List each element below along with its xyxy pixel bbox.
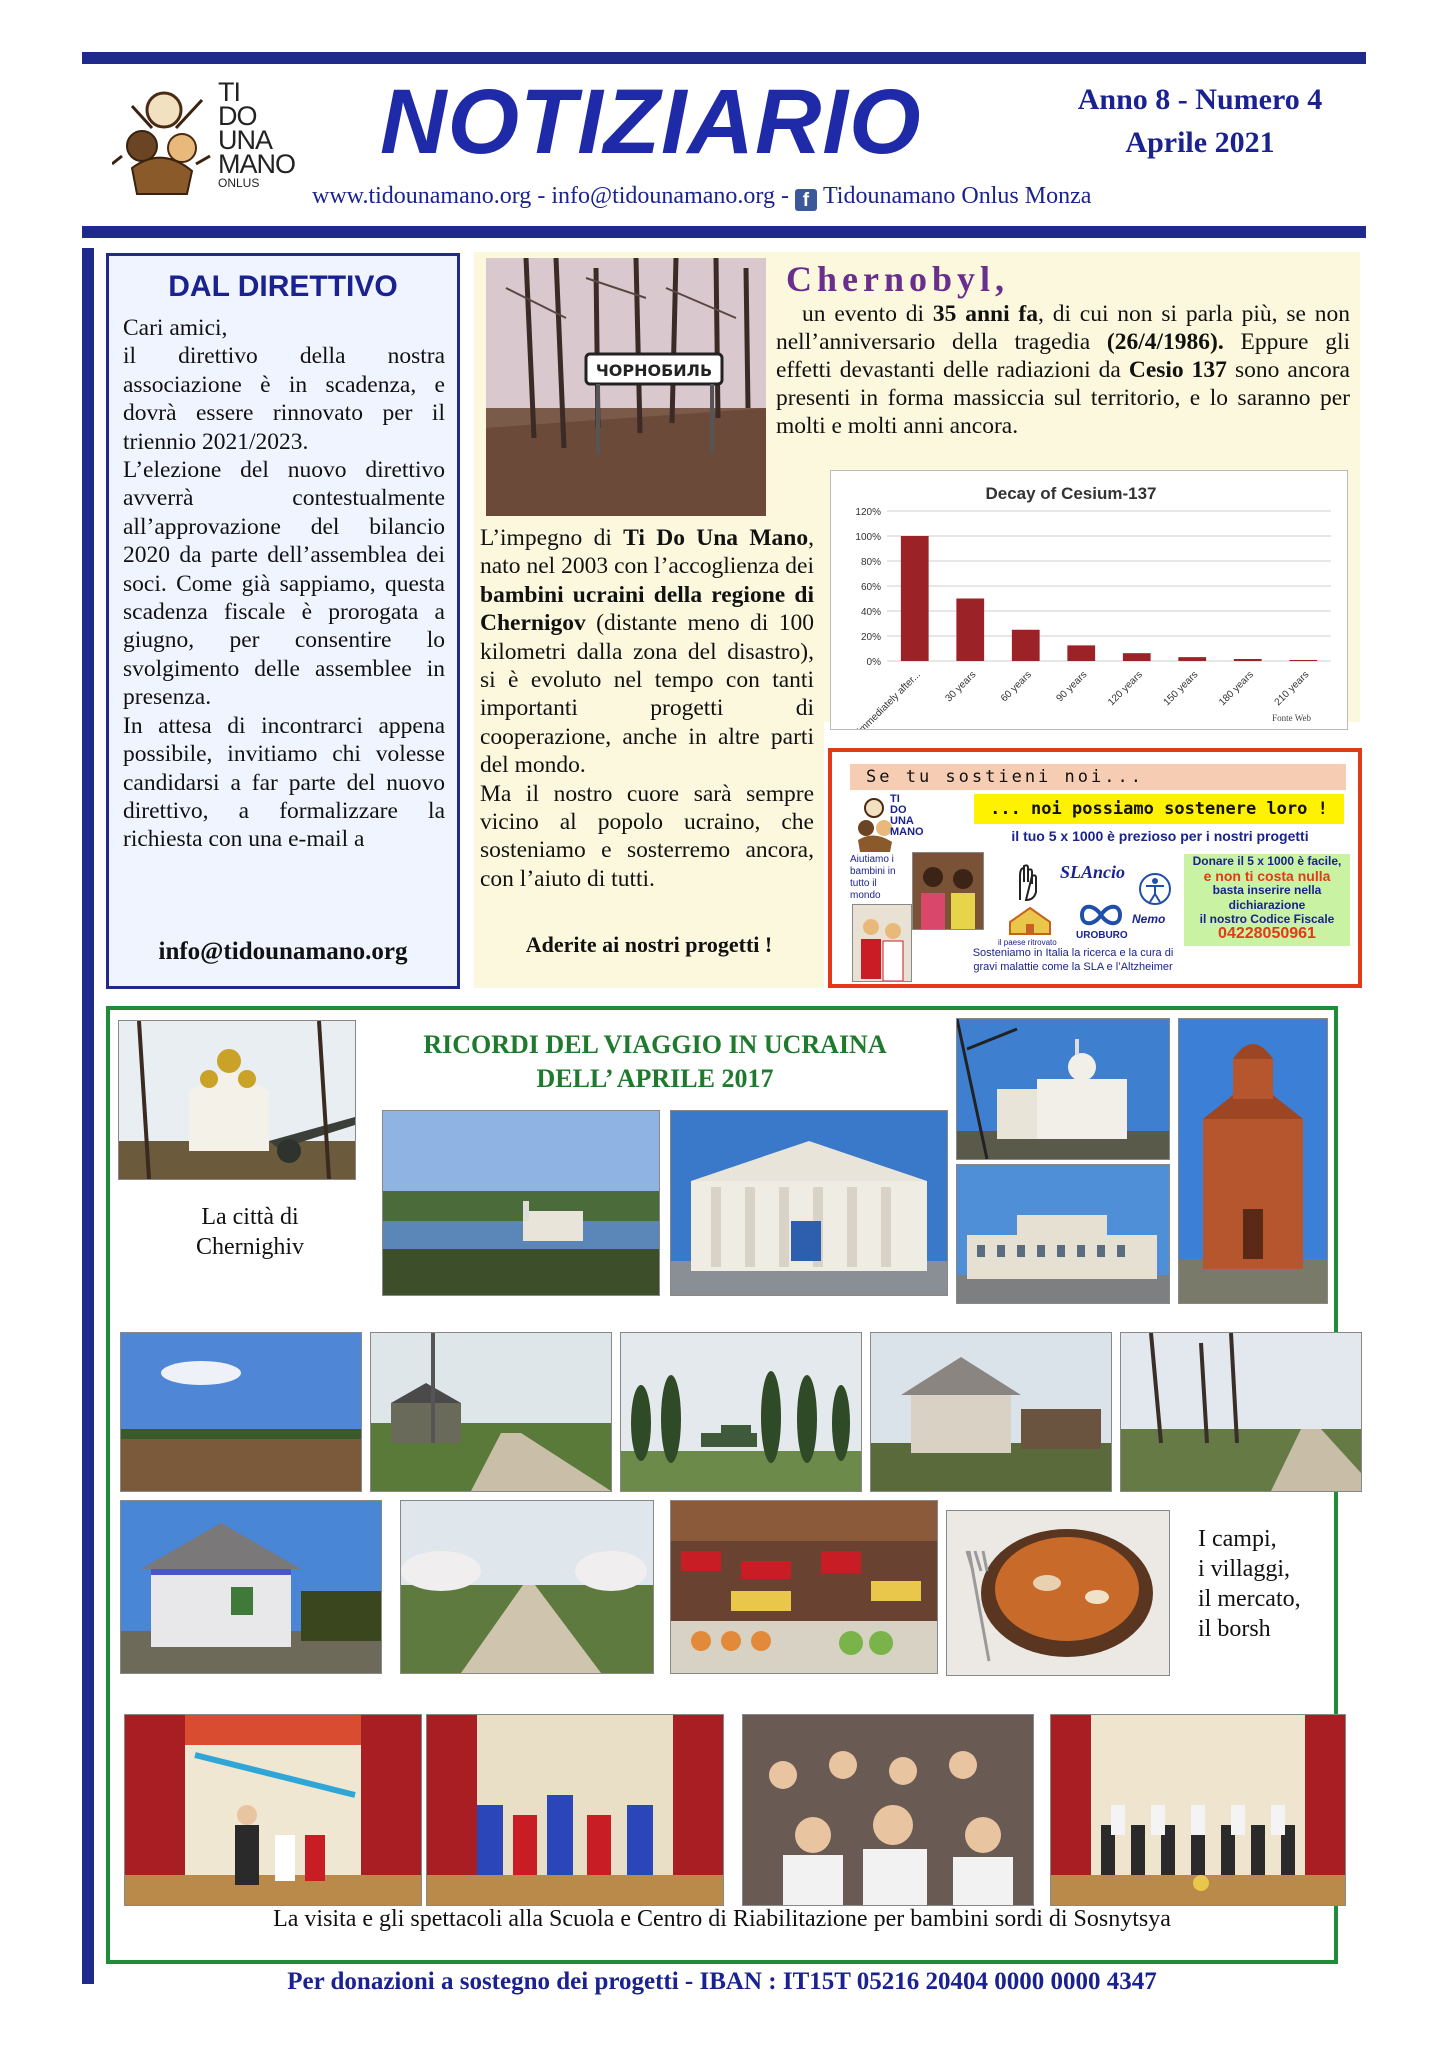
noi-banner: ... noi possiamo sostenere loro ! xyxy=(974,794,1344,824)
logo-word: DO xyxy=(218,101,257,131)
issue-date: Aprile 2021 xyxy=(1125,126,1275,159)
chart-ytick: 40% xyxy=(860,607,881,618)
logo-word: DO xyxy=(890,804,907,816)
direttivo-title: DAL DIRETTIVO xyxy=(168,270,398,303)
newsletter-title: NOTIZIARIO xyxy=(380,71,922,173)
logo-onlus: ONLUS xyxy=(218,176,260,190)
chernobyl-title: Chernobyl, xyxy=(786,259,1010,299)
infinity-logo-icon xyxy=(1078,902,1124,928)
small-logo-text xyxy=(890,794,924,838)
caption-line: i villaggi, xyxy=(1198,1556,1290,1582)
text-run: L’impegno di xyxy=(480,525,624,551)
direttivo-email[interactable]: info@tidounamano.org xyxy=(158,938,408,965)
cypress-monument-photo xyxy=(620,1332,862,1492)
campi-caption xyxy=(1198,1524,1301,1644)
borsh-photo xyxy=(946,1510,1170,1676)
chart-ytick: 100% xyxy=(855,532,881,543)
village-road-photo xyxy=(370,1332,612,1492)
chart-ytick: 80% xyxy=(860,557,881,568)
facebook-link[interactable]: Tidounamano Onlus Monza xyxy=(822,183,1092,209)
website-link[interactable]: www.tidounamano.org xyxy=(312,183,532,209)
iban-footer: Per donazioni a sostegno dei progetti - IBAN : IT15T 05216 20404 0000 0000 4347 xyxy=(287,1968,1157,1995)
chart-bar xyxy=(1012,630,1040,661)
cottage-photo xyxy=(870,1332,1112,1492)
church-cannon-photo xyxy=(118,1020,356,1180)
stage-photo-1 xyxy=(124,1714,422,1906)
village-street-photo xyxy=(1120,1332,1362,1492)
text-run: , di cui non si parla più, se non nell’anniversario della tragedia xyxy=(776,301,1351,355)
text-run: , nato nel 2003 con l’accoglienza dei xyxy=(480,525,814,580)
chart-svg xyxy=(831,471,1347,729)
donare-text: Donare il 5 x 1000 è facile, xyxy=(1192,854,1342,868)
ricordi-title-line: DELL’ APRILE 2017 xyxy=(536,1064,774,1093)
impegno-text xyxy=(480,524,814,893)
chernobyl-text xyxy=(776,300,1350,440)
contacts-line xyxy=(312,183,1091,211)
separator: - xyxy=(774,183,795,209)
person-logo-icon xyxy=(1138,872,1172,906)
donare-text: basta inserire nella dichiarazione xyxy=(1212,883,1322,912)
chart-source: Fonte Web xyxy=(1272,713,1311,723)
text-run: Eppure gli effetti devastanti delle radiazioni da xyxy=(776,329,1351,383)
text-bold: (26/4/1986). xyxy=(1106,329,1224,355)
header-rule xyxy=(82,226,1366,238)
text-run: sono ancora presenti in forma massiccia sul territorio, e lo saranno per molti e molti anni ancora. xyxy=(776,357,1350,439)
children-photo xyxy=(912,852,984,930)
issue-number: Anno 8 - Numero 4 xyxy=(1077,83,1323,116)
text-run: Ma il nostro cuore sarà sempre vicino al popolo ucraino, che sosteniamo e sosterremo ancora, con l’aiuto di tutti. xyxy=(480,780,814,892)
chernobyl-sign-photo xyxy=(486,258,766,516)
cinque-per-mille-box xyxy=(828,748,1362,988)
chart-xtick: 180 years xyxy=(1217,669,1256,709)
audience-photo xyxy=(742,1714,1034,1906)
brick-church-photo xyxy=(1178,1018,1328,1304)
chart-bar xyxy=(956,599,984,662)
donare-text: il nostro Codice Fiscale xyxy=(1199,912,1335,926)
text-bold: bambini ucraini della regione di Chernigov xyxy=(480,581,814,637)
ricordi-title-line: RICORDI DEL VIAGGIO IN UCRAINA xyxy=(423,1030,887,1059)
codice-fiscale: 04228050961 xyxy=(1218,924,1316,942)
logo-text xyxy=(218,77,295,190)
chart-bar xyxy=(1067,645,1095,661)
text-run: (distante meno di 100 kilometri dalla zona del disastro), si è evoluto nel tempo con tanti importanti progetti di cooperazione, anche in altre parti del mondo. xyxy=(480,610,814,779)
chart-xtick: 60 years xyxy=(998,669,1034,705)
sosteniamo-text: Sosteniamo in Italia la ricerca e la cura di gravi malattie come la SLA e l’Altzheimer xyxy=(972,947,1174,973)
blue-house-photo xyxy=(120,1500,382,1674)
text-run: un evento di xyxy=(802,301,933,327)
chart-title: Decay of Cesium-137 xyxy=(985,484,1157,503)
caption-line: La città di xyxy=(201,1204,299,1230)
facebook-icon: f xyxy=(795,189,817,211)
separator: - xyxy=(531,183,552,209)
left-rule xyxy=(82,248,94,1984)
chart-bar xyxy=(1234,659,1262,661)
hand-logo-icon xyxy=(1012,862,1042,902)
house-logo-icon xyxy=(1006,906,1054,936)
logo-word: TI xyxy=(890,793,900,805)
caption-line: il borsh xyxy=(1198,1616,1271,1642)
cathedral-photo xyxy=(956,1018,1170,1160)
chart-ytick: 0% xyxy=(866,657,881,668)
chart-xtick: 120 years xyxy=(1106,669,1145,709)
direttivo-box xyxy=(106,253,460,989)
stage-photo-2 xyxy=(426,1714,724,1906)
logo-word: UNA xyxy=(218,125,273,155)
dirt-road-photo xyxy=(400,1500,654,1674)
chart-bar xyxy=(901,536,929,661)
sostieni-banner: Se tu sostieni noi... xyxy=(850,764,1346,790)
text-bold: Cesio 137 xyxy=(1128,357,1227,383)
chart-bar xyxy=(1123,653,1151,661)
sign-text: ЧОРНОБИЛЬ xyxy=(595,361,713,380)
nemo-label: Nemo xyxy=(1132,912,1166,926)
aiutiamo-text: Aiutiamo i bambini in tutto il mondo xyxy=(850,854,896,901)
slancio-logo: SLAncio xyxy=(1060,862,1126,882)
issue-info xyxy=(1050,78,1350,164)
uroburo-label: UROBURO xyxy=(1076,930,1128,941)
chart-xtick: 30 years xyxy=(943,669,979,705)
top-rule xyxy=(82,52,1366,64)
river-photo xyxy=(382,1110,660,1296)
chart-xtick: 210 years xyxy=(1272,669,1312,709)
donare-box xyxy=(1184,854,1350,946)
chart-ytick: 20% xyxy=(860,632,881,643)
ricordi-title xyxy=(370,1028,940,1096)
chart-ytick: 120% xyxy=(855,507,881,518)
logo-word: TI xyxy=(218,77,240,107)
chart-xtick: immediately after... xyxy=(855,669,923,729)
chart-ytick: 60% xyxy=(860,582,881,593)
children-photo-2 xyxy=(852,904,912,982)
theatre-photo xyxy=(670,1110,948,1296)
prezioso-text: il tuo 5 x 1000 è prezioso per i nostri progetti xyxy=(1011,828,1309,844)
caption-line: il mercato, xyxy=(1198,1586,1301,1612)
caption-line: I campi, xyxy=(1198,1526,1277,1552)
cesium-chart xyxy=(830,470,1348,730)
chart-bar xyxy=(1289,660,1317,661)
email-link[interactable]: info@tidounamano.org xyxy=(551,183,775,209)
chart-xtick: 90 years xyxy=(1054,669,1090,705)
visita-caption: La visita e gli spettacoli alla Scuola e Centro di Riabilitazione per bambini sordi di Sosnytsya xyxy=(273,1906,1171,1932)
field-photo xyxy=(120,1332,362,1492)
caption-line: Chernighiv xyxy=(196,1234,304,1260)
donare-text: e non ti costa nulla xyxy=(1203,867,1331,884)
logo-word: MANO xyxy=(218,149,295,179)
text-bold: 35 anni fa xyxy=(932,301,1038,327)
direttivo-body: Cari amici, il direttivo della nostra associazione è in scadenza, e dovrà essere rinnovato per il triennio 2021/2023. L’elezione del nuovo direttivo avverrà contestualmente all’approvazione del bilancio 2020 da parte dell’assemblea dei soci. Come già sappiamo, questa scadenza fiscale è prorogata a giugno, per consentire lo svolgimento delle assemblee in presenza. In attesa di incontrarci appena possibile, invitiamo chi volesse candidarsi a far parte del nuovo direttivo, a formalizzare la richiesta con una e-mail a xyxy=(123,315,445,853)
square-photo xyxy=(956,1164,1170,1304)
market-photo xyxy=(670,1500,938,1674)
group-photo xyxy=(1050,1714,1346,1906)
chart-bar xyxy=(1178,657,1206,661)
chart-xtick: 150 years xyxy=(1161,669,1201,709)
paese-logo-label: il paese ritrovato xyxy=(998,938,1057,947)
aderite-call: Aderite ai nostri progetti ! xyxy=(525,932,773,957)
logo-word: MANO xyxy=(890,826,924,838)
logo-word: UNA xyxy=(890,815,914,827)
text-bold: Ti Do Una Mano xyxy=(623,525,809,551)
citta-caption xyxy=(160,1202,340,1262)
